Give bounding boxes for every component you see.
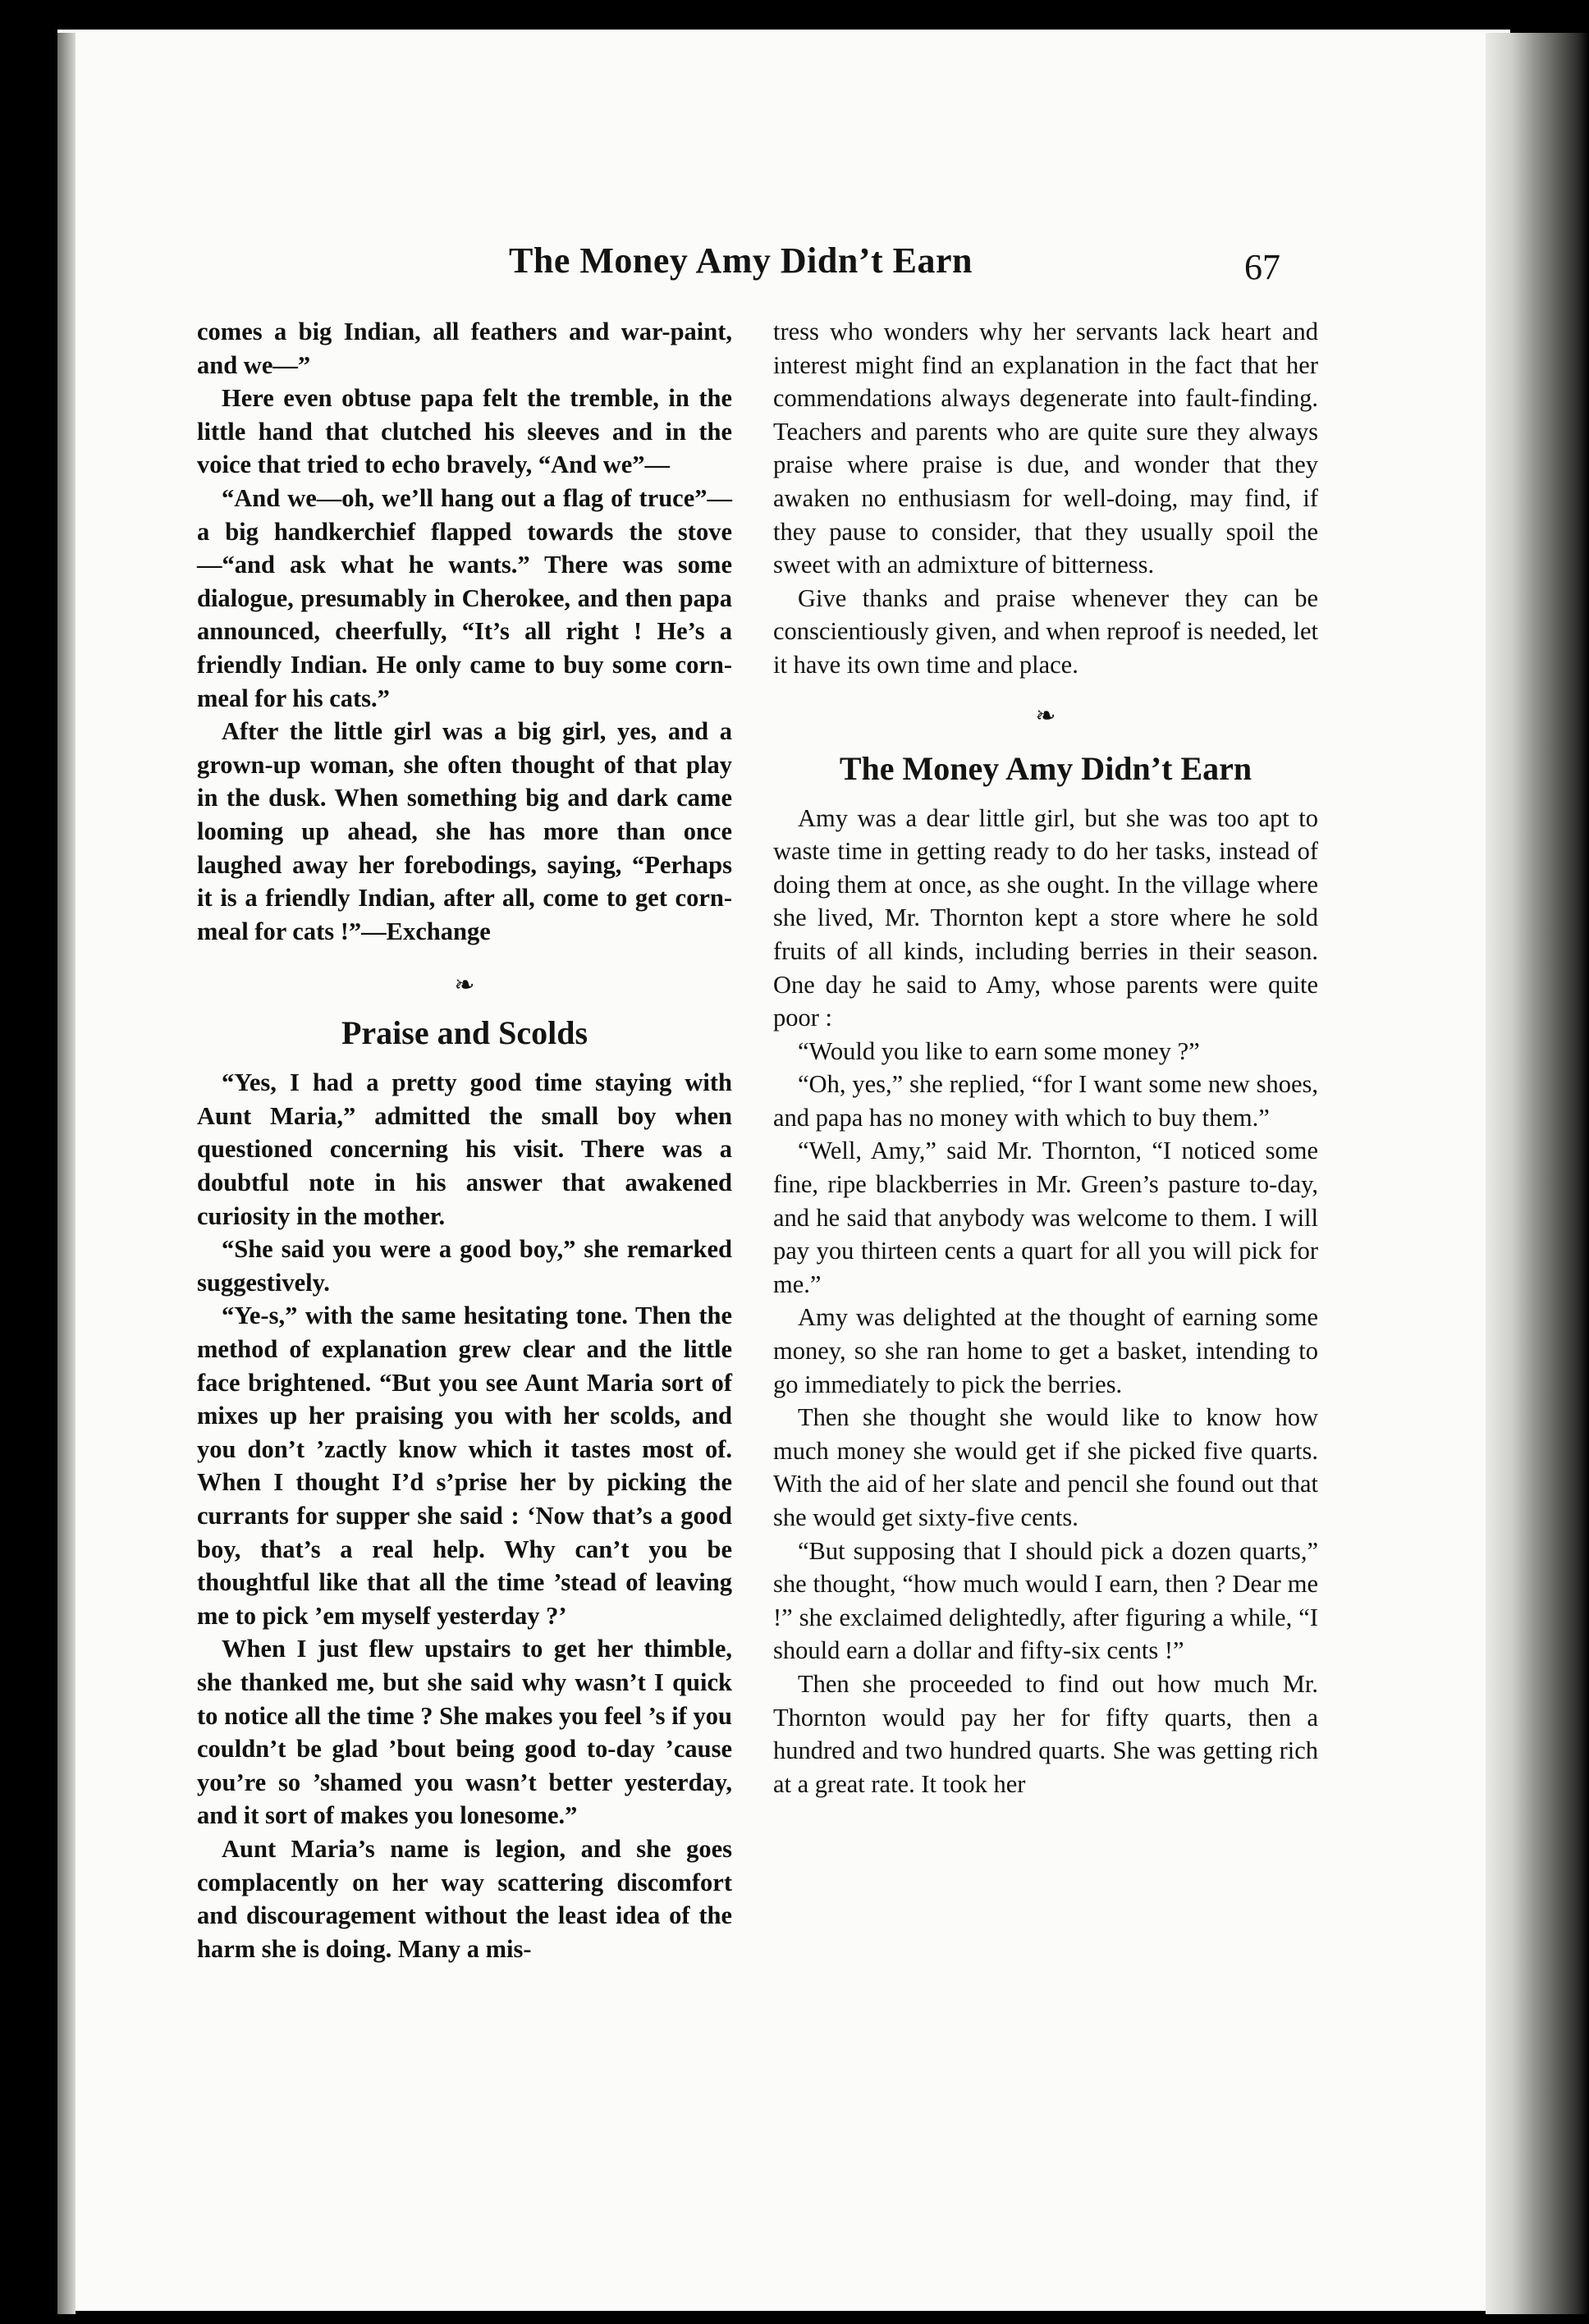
section-heading-money-amy: The Money Amy Didn’t Earn	[839, 749, 1252, 787]
paragraph: Amy was a dear little girl, but she was too apt to waste time in getting ready to do her tasks, instead of doing them at once, as she ought. In the village where she lived, Mr. Thornton kept a store where he sold fruits of all kinds, including berries in their season. One day he said to Amy, whose parents were quite poor :	[773, 803, 1318, 1032]
section-ornament-icon: ❧	[1035, 702, 1056, 730]
paragraph: “And we—oh, we’ll hang out a flag of truce”—a big handkerchief flapped towards the stove—“and ask what he wants.” There was some dialogue, presumably in Cherokee, and then papa announced, cheerfully, “It’s all right ! He’s a friendly Indian. He only came to buy some corn-meal for his cats.”	[197, 483, 732, 712]
paragraph: “But supposing that I should pick a dozen quarts,” she thought, “how much would I earn, then ? Dear me !” she exclaimed delightedly, after figuring a while, “I should earn a dollar and fifty-six cents !”	[773, 1536, 1318, 1665]
paragraph: Then she thought she would like to know how much money she would get if she picked five quarts. With the aid of her slate and pencil she found out that she would get sixty-five cents.	[773, 1403, 1318, 1531]
paragraph: Amy was delighted at the thought of earning some money, so she ran home to get a basket, intending to go immediately to pick the berries.	[773, 1303, 1318, 1398]
section-heading-praise-and-scolds: Praise and Scolds	[341, 1014, 588, 1052]
page-fore-edge	[1486, 33, 1589, 2314]
page-gutter-shadow	[57, 33, 76, 2314]
paragraph: After the little girl was a big girl, yes, and a grown-up woman, she often thought of that play in the dusk. When something big and dark came looming up ahead, she has more than once laughed away her forebodings, saying, “Perhaps it is a friendly Indian, after all, come to get corn-meal for cats !”—Exchange	[197, 717, 732, 945]
right-column	[773, 315, 1318, 1800]
page-number: 67	[1244, 247, 1280, 287]
running-head: The Money Amy Didn’t Earn	[509, 240, 973, 281]
section-ornament-icon: ❧	[454, 972, 475, 1000]
paragraph: Here even obtuse papa felt the tremble, in the little hand that clutched his sleeves and in the voice that tried to echo bravely, “And we”—	[197, 384, 732, 479]
left-column	[197, 315, 732, 1965]
paragraph: comes a big Indian, all feathers and war-paint, and we—”	[197, 318, 732, 379]
paragraph: “Would you like to earn some money ?”	[798, 1036, 1200, 1065]
paragraph: When I just flew upstairs to get her thimble, she thanked me, but she said why wasn’t I quick to notice all the time ? She makes you feel ’s if you couldn’t be glad ’bout being good to-day ’cause you’re so ’shamed you wasn’t better yesterday, and it sort of makes you lonesome.”	[197, 1635, 732, 1830]
paragraph: tress who wonders why her servants lack heart and interest might find an explanation in the fact that her commendations always degenerate into fault-finding. Teachers and parents who are quite sure they always praise where praise is due, and wonder that they awaken no enthusiasm for well-doing, may find, if they pause to consider, that they usually spoil the sweet with an admixture of bitterness.	[773, 318, 1318, 579]
paragraph: “Ye-s,” with the same hesitating tone. Then the method of explanation grew clear and the little face brightened. “But you see Aunt Maria sort of mixes up her praising you with her scolds, and you don’t ’zactly know which it tastes most of. When I thought I’d s’prise her by picking the currants for supper she said : ‘Now that’s a good boy, that’s a real help. Why can’t you be thoughtful like that all the time ’stead of leaving me to pick ’em myself yesterday ?’	[197, 1302, 732, 1630]
paragraph: “Yes, I had a pretty good time staying with Aunt Maria,” admitted the small boy when questioned concerning his visit. There was a doubtful note in his answer that awakened curiosity in the mother.	[197, 1068, 732, 1230]
paragraph: Aunt Maria’s name is legion, and she goes complacently on her way scattering discomfort and discouragement without the least idea of the harm she is doing. Many a mis-	[197, 1834, 732, 1963]
paragraph: Then she proceeded to find out how much Mr. Thornton would pay her for fifty quarts, then a hundred and two hundred quarts. She was getting rich at a great rate. It took her	[773, 1669, 1318, 1798]
paragraph: “Well, Amy,” said Mr. Thornton, “I noticed some fine, ripe blackberries in Mr. Green’s pasture to-day, and he said that anybody was welcome to them. I will pay you thirteen cents a quart for all you will pick for me.”	[773, 1137, 1318, 1298]
paragraph: Give thanks and praise whenever they can be conscientiously given, and when reproof is needed, let it have its own time and place.	[773, 583, 1318, 679]
paragraph: “She said you were a good boy,” she remarked suggestively.	[197, 1235, 732, 1297]
paragraph: “Oh, yes,” she replied, “for I want some new shoes, and papa has no money with which to buy them.”	[773, 1070, 1318, 1132]
